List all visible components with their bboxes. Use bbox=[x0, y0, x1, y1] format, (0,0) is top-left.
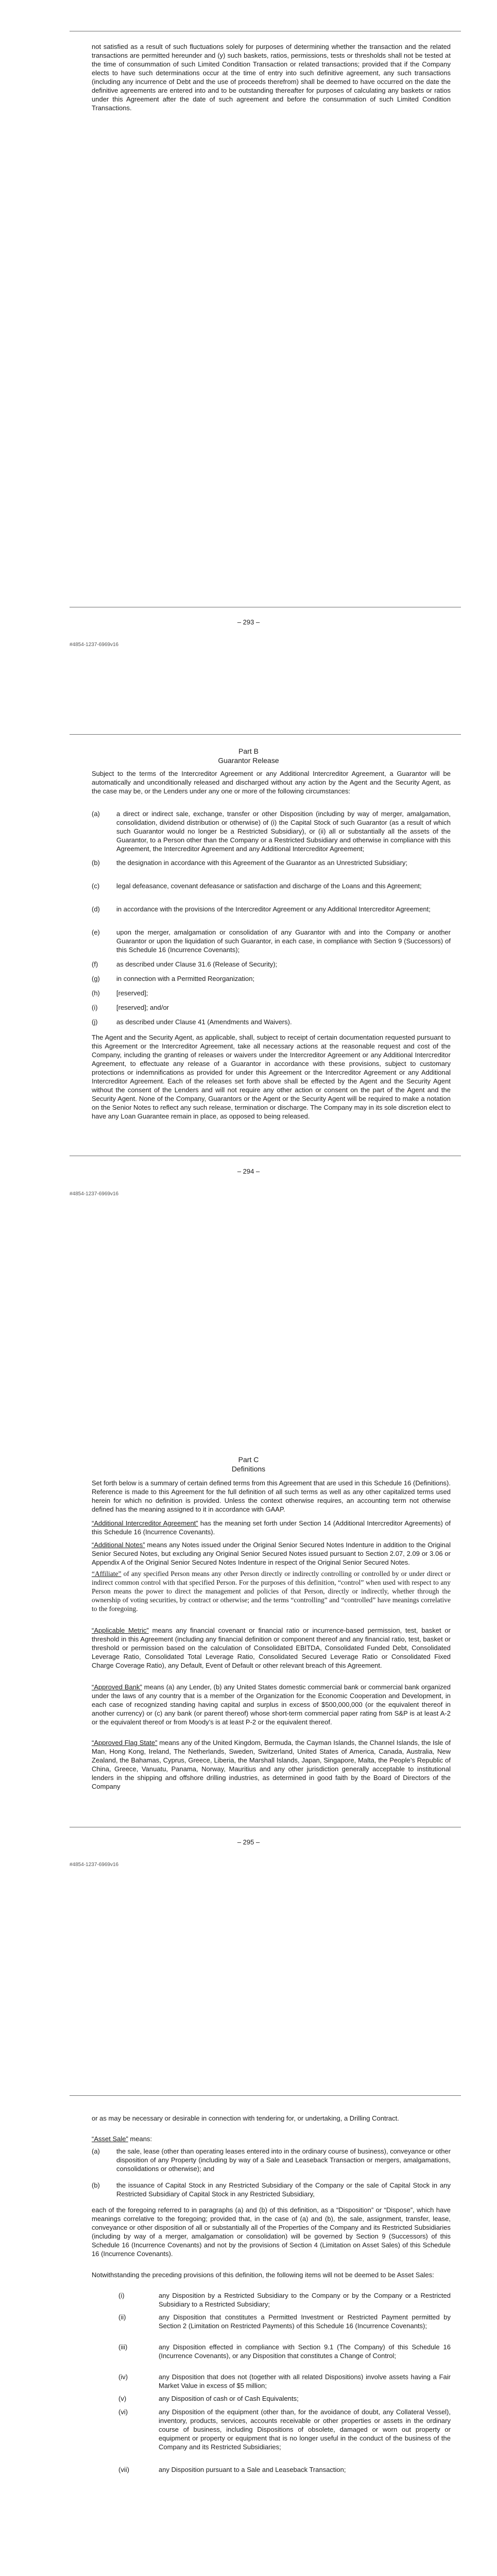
item-label: (b) bbox=[92, 859, 100, 867]
defined-term: “Additional Intercreditor Agreement” bbox=[92, 1519, 198, 1527]
item-text: as described under Clause 31.6 (Release of Security); bbox=[116, 960, 278, 968]
subitem-label: (ii) bbox=[118, 2313, 126, 2321]
item-label: (a) bbox=[92, 2147, 100, 2155]
subitem-label: (vi) bbox=[118, 2408, 128, 2416]
item-text: [reserved]; bbox=[116, 989, 148, 997]
defined-term: “Approved Flag State” bbox=[92, 1739, 158, 1747]
intro-paragraph: Subject to the terms of the Intercreditor Agreement or any Additional Intercreditor Agreement, a Guarantor will be automatically and unconditionally released and discharged without any action by the Agent and the Security Agent, as the case may be, or the Lenders under any one or more of the following circumstances: bbox=[92, 770, 451, 795]
page-293 bbox=[0, 0, 497, 703]
item-text: in accordance with the provisions of the Intercreditor Agreement or any Additional Intercreditor Agreement; bbox=[116, 905, 431, 913]
part-label: Part C bbox=[238, 1455, 259, 1464]
subitem-text: any Disposition by a Restricted Subsidiary to the Company or by the Company or a Restricted Subsidiary to a Restricted Subsidiary; bbox=[159, 2292, 451, 2308]
item-label: (a) bbox=[92, 810, 100, 818]
definition-paragraph bbox=[92, 1738, 451, 1791]
page-296 bbox=[0, 2110, 497, 2576]
item-text: the designation in accordance with this Agreement of the Guarantor as an Unrestricted Subsidiary; bbox=[116, 859, 408, 867]
subitem-label: (vii) bbox=[118, 2466, 129, 2473]
subitem-text: any Disposition that does not (together with all related Dispositions) involve assets having a Fair Market Value in excess of $5 million; bbox=[159, 2373, 451, 2389]
item-label: (j) bbox=[92, 1018, 98, 1026]
defined-term: “Affiliate” bbox=[92, 1570, 122, 1578]
lead-paragraph: or as may be necessary or desirable in connection with tendering for, or undertaking, a Drilling Contract. bbox=[92, 2114, 399, 2122]
definition-paragraph bbox=[92, 1569, 451, 1613]
definition-paragraph bbox=[92, 1626, 451, 1670]
subitem-text: any Disposition pursuant to a Sale and Leaseback Transaction; bbox=[159, 2466, 346, 2473]
item-label: (c) bbox=[92, 882, 100, 890]
subitem-text: any Disposition that constitutes a Permitted Investment or Restricted Payment permitted by Section 2 (Limitation on Restricted Payments) of this Schedule 16 (Incurrence Covenants); bbox=[159, 2313, 451, 2330]
item-text: in connection with a Permitted Reorganization; bbox=[116, 975, 255, 982]
page-number: – 294 – bbox=[237, 1167, 260, 1175]
body-paragraph: Notwithstanding the preceding provisions of this definition, the following items will not be deemed to be Asset Sales: bbox=[92, 2271, 434, 2279]
definition-text: means: bbox=[128, 2135, 152, 2143]
body-paragraph: each of the foregoing referred to in paragraphs (a) and (b) of this definition, as a “Disposition” or “Dispose”, which have meanings correlative to the foregoing; provided that, in the case of (a) and (b), the sale, assignment, transfer, lease, conveyance or other disposition of all or substantially all of the Properties of the Company and its Restricted Subsidiaries (including by way of a merger, amalgamation or consolidation) will be governed by Section 9 (Successors) of this Schedule 16 (Incurrence Covenants) and not by the provisions of Section 4 (Limitation on Asset Sales) of this Schedule 16 (Incurrence Covenants). bbox=[92, 2206, 451, 2258]
item-text: the sale, lease (other than operating leases entered into in the ordinary course of business), conveyance or other disposition of any Property (including by way of a Sale and Leaseback Transaction or mergers, amalgamations, consolidations or otherwise); and bbox=[116, 2147, 451, 2173]
definition-text: has the meaning set forth under Section 14 (Additional Intercreditor Agreements) of this Schedule 16 (Incurrence Covenants). bbox=[92, 1519, 451, 1536]
item-label: (f) bbox=[92, 960, 98, 968]
body-paragraph: not satisfied as a result of such fluctuations solely for purposes of determining whether the transaction and the related transactions are permitted hereunder and (y) such baskets, ratios, permissions, tests or thresholds shall not be tested at the time of consummation of such Limited Condition Transaction or related transactions; provided that if the Company elects to have such determinations occur at the time of entry into such definitive agreement, any such transactions (including any incurrence of Debt and the use of proceeds therefrom) shall be deemed to have occurred on the date the definitive agreements are entered into and to be outstanding thereafter for purposes of calculating any baskets or ratios under this Agreement after the date of such agreement and before the consummation of such Limited Condition Transactions. bbox=[92, 43, 451, 112]
part-label: Part B bbox=[238, 747, 259, 755]
item-label: (b) bbox=[92, 2181, 100, 2189]
header-rule bbox=[70, 2095, 461, 2096]
page-number: – 295 – bbox=[237, 1838, 260, 1846]
definition-paragraph bbox=[92, 1540, 451, 1567]
item-label: (h) bbox=[92, 989, 100, 997]
item-label: (i) bbox=[92, 1004, 98, 1011]
subitem-label: (i) bbox=[118, 2292, 125, 2299]
defined-term: “Approved Bank” bbox=[92, 1683, 142, 1691]
document-id: #4854-1237-6969v16 bbox=[70, 1191, 119, 1197]
definition-paragraph bbox=[92, 1683, 451, 1726]
closing-paragraph: The Agent and the Security Agent, as applicable, shall, subject to receipt of certain documentation requested pursuant to this Agreement or the Intercreditor Agreement, take all necessary actions at the reasonable request and cost of the Company, including the granting of releases or waivers under the Intercreditor Agreement or any Additional Intercreditor Agreement, to effectuate any release of a Guarantor in accordance with these provisions, subject to customary protections or indemnifications as provided for under this Agreement or the Intercreditor Agreement or any Additional Intercreditor Agreement. Each of the releases set forth above shall be effected by the Agent and the Security Agent without the consent of the Lenders and will not require any other action or consent on the part of the Agent and the Security Agent. None of the Company, Guarantors or the Agent or the Security Agent will be required to make a notation on the Senior Notes to reflect any such release, termination or discharge. The Company may in its sole discretion elect to have any Loan Guarantee remain in place, as opposed to being released. bbox=[92, 1033, 451, 1120]
header-rule bbox=[70, 734, 461, 735]
defined-term: “Applicable Metric” bbox=[92, 1626, 149, 1634]
defined-term: “Asset Sale” bbox=[92, 2135, 128, 2143]
document-id: #4854-1237-6969v16 bbox=[70, 1862, 119, 1868]
definition-paragraph bbox=[92, 1519, 451, 1536]
item-text: the issuance of Capital Stock in any Restricted Subsidiary of the Company or the sale of Capital Stock in any Restricted Subsidiary of Capital Stock in any Restricted Subsidiary, bbox=[116, 2181, 451, 2198]
section-heading: Guarantor Release bbox=[218, 756, 279, 765]
item-text: as described under Clause 41 (Amendments and Waivers). bbox=[116, 1018, 292, 1026]
subitem-text: any Disposition of the equipment (other than, for the avoidance of doubt, any Collateral Vessel), inventory, products, services, accounts receivable or other properties or assets in the ordinary course of business, including Dispositions of obsolete, damaged or worn out property or equipment or property or equipment that is no longer useful in the conduct of the business of the Company and its Restricted Subsidiaries; bbox=[159, 2408, 451, 2451]
subitem-text: any Disposition of cash or of Cash Equivalents; bbox=[159, 2395, 299, 2402]
item-text: upon the merger, amalgamation or consolidation of any Guarantor with and into the Company or another Guarantor or upon the liquidation of such Guarantor, in each case, in compliance with Section 9 (Successors) of this Schedule 16 (Incurrence Covenants); bbox=[116, 928, 451, 954]
page-294 bbox=[0, 703, 497, 1406]
section-heading: Definitions bbox=[231, 1465, 266, 1473]
subitem-text: any Disposition effected in compliance with Section 9.1 (The Company) of this Schedule 16 (Incurrence Covenants), or any Disposition that constitutes a Change of Control; bbox=[159, 2343, 451, 2360]
definition-paragraph bbox=[92, 2134, 451, 2143]
intro-paragraph: Set forth below is a summary of certain defined terms from this Agreement that are used in this Schedule 16 (Definitions). Reference is made to this Agreement for the full definition of all such terms as well as any other capitalized terms used herein for which no definition is provided. Unless the context otherwise requires, an accounting term not otherwise defined has the meaning assigned to it in accordance with GAAP. bbox=[92, 1479, 451, 1513]
definition-text: means any Notes issued under the Original Senior Secured Notes Indenture in addition to the Original Senior Secured Notes, but excluding any Original Senior Secured Notes issued pursuant to Section 2.07, 2.09 or 3.06 or Appendix A of the Original Senior Secured Notes Indenture in respect of the Original Senior Secured Notes. bbox=[92, 1541, 451, 1566]
subitem-label: (iv) bbox=[118, 2373, 128, 2381]
subitem-label: (iii) bbox=[118, 2343, 128, 2351]
definition-text: means (a) any Lender, (b) any United States domestic commercial bank or commercial bank organized under the laws of any country that is a member of the Organization for the Economic Cooperation and Development, in each case of recognized standing having capital and surplus in excess of $500,000,000 (or the equivalent thereof in another currency) or (c) any bank (or parent thereof) whose short-term commercial paper rating from S&P is at least A-2 or the equivalent thereof or from Moody’s is at least P-2 or the equivalent thereof. bbox=[92, 1683, 451, 1726]
document-id: #4854-1237-6969v16 bbox=[70, 642, 119, 648]
page-295 bbox=[0, 1406, 497, 2110]
page-number: – 293 – bbox=[237, 618, 260, 626]
item-text: a direct or indirect sale, exchange, transfer or other Disposition (including by way of merger, amalgamation, consolidation, dividend distribution or otherwise) of (i) the Capital Stock of such Guarantor (as a result of which such Guarantor would no longer be a Restricted Subsidiary), or (ii) all or substantially all the assets of the Guarantor, to a Person other than the Company or a Restricted Subsidiary and otherwise in compliance with this Agreement, the Intercreditor Agreement and any Additional Intercreditor Agreement; bbox=[116, 810, 451, 853]
definition-text: of any specified Person means any other Person directly or indirectly controlling or controlled by or under direct or indirect common control with that specified Person. For the purposes of this definition, “control” when used with respect to any Person means the power to direct the management and policies of that Person, directly or indirectly, whether through the ownership of voting securities, by contract or otherwise; and the terms “controlling” and “controlled” have meanings correlative to the foregoing. bbox=[92, 1570, 451, 1613]
definition-text: means any financial covenant or financial ratio or incurrence-based permission, test, basket or threshold in this Agreement (including any financial definition or component thereof and any financial ratio, test, basket or threshold or permission based on the calculation of Consolidated EBITDA, Consolidated Funded Debt, Consolidated Leverage Ratio, Consolidated Total Leverage Ratio, Consolidated Secured Leverage Ratio or Consolidated Fixed Charge Coverage Ratio), any Default, Event of Default or other relevant breach of this Agreement. bbox=[92, 1626, 451, 1669]
item-text: [reserved]; and/or bbox=[116, 1004, 169, 1011]
defined-term: “Additional Notes” bbox=[92, 1541, 145, 1549]
definition-text: means any of the United Kingdom, Bermuda, the Cayman Islands, the Channel Islands, the Isle of Man, Hong Kong, Ireland, The Netherlands, Sweden, Switzerland, United States of America, Canada, Australia, New Zealand, the Bahamas, Cyprus, Greece, Liberia, the Marshall Islands, Japan, Singapore, Malta, the People’s Republic of China, Greece, Vanuatu, Panama, Norway, Mauritius and any other jurisdiction generally acceptable to institutional lenders in the shipping and offshore drilling industries, as determined in good faith by the Board of Directors of the Company bbox=[92, 1739, 451, 1790]
subitem-label: (v) bbox=[118, 2395, 127, 2402]
item-label: (g) bbox=[92, 975, 100, 982]
item-text: legal defeasance, covenant defeasance or satisfaction and discharge of the Loans and this Agreement; bbox=[116, 882, 422, 890]
item-label: (d) bbox=[92, 905, 100, 913]
item-label: (e) bbox=[92, 928, 100, 936]
